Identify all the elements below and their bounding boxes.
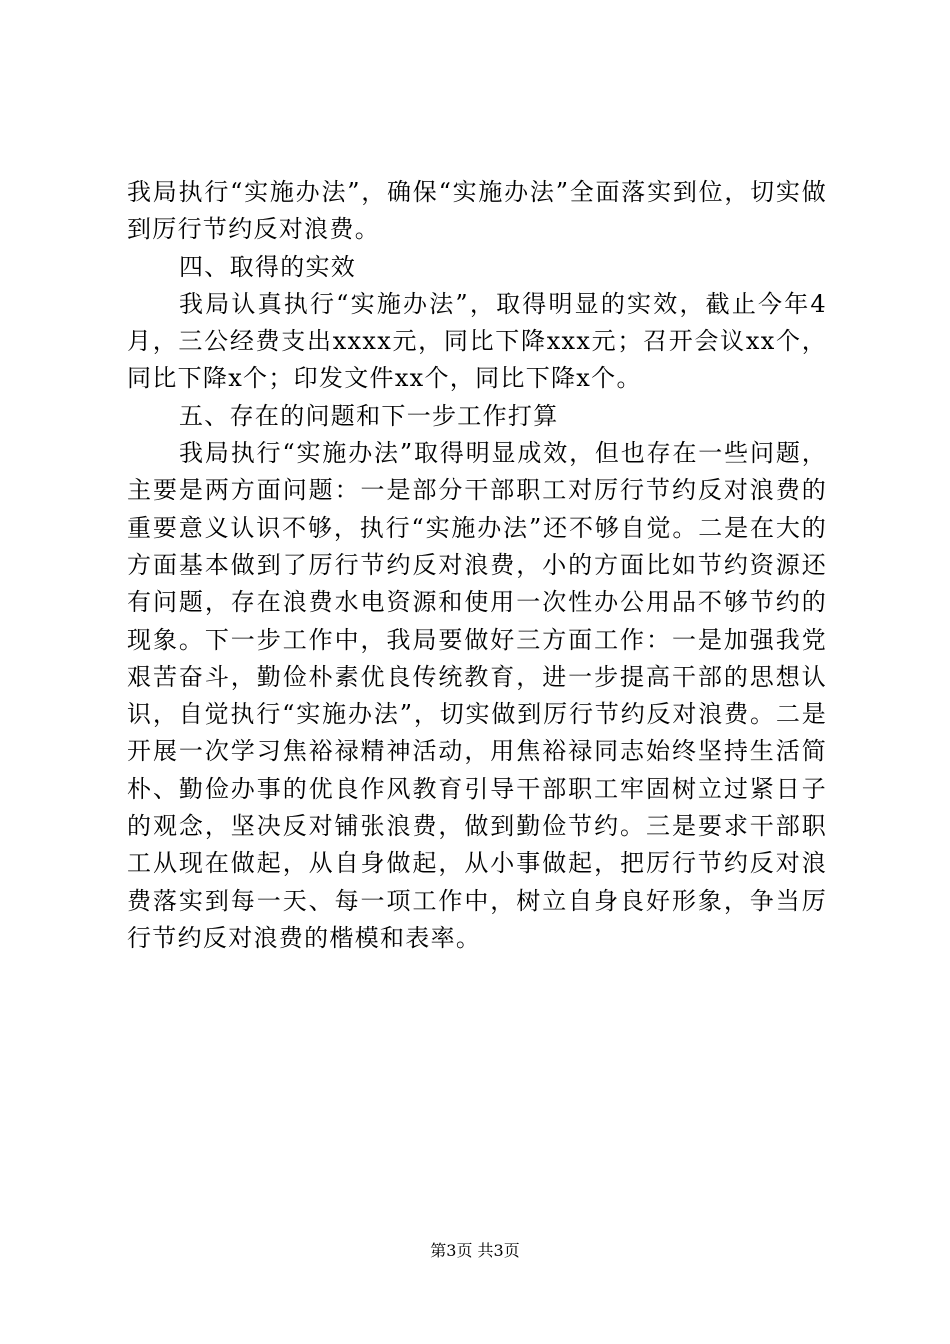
paragraph-results: 我局认真执行“实施办法”，取得明显的实效，截止今年4月，三公经费支出xxxx元，同比下降xxx元；召开会议xx个，同比下降x个；印发文件xx个，同比下降x个。: [127, 289, 827, 393]
document-body: [127, 174, 827, 957]
paragraph-continuation: 我局执行“实施办法”，确保“实施办法”全面落实到位，切实做到厉行节约反对浪费。: [127, 178, 827, 244]
section-heading-results: 四、取得的实效: [179, 252, 357, 281]
page-number-footer: 第3页 共3页: [430, 1241, 520, 1260]
section-heading-problems: 五、存在的问题和下一步工作打算: [179, 401, 559, 430]
paragraph-problems: 我局执行“实施办法”取得明显成效，但也存在一些问题，主要是两方面问题：一是部分干部职工对厉行节约反对浪费的重要意义认识不够，执行“实施办法”还不够自觉。二是在大的方面基本做到了厉行节约反对浪费，小的方面比如节约资源还有问题，存在浪费水电资源和使用一次性办公用品不够节约的现象。下一步工作中，我局要做好三方面工作：一是加强我党艰苦奋斗，勤俭朴素优良传统教育，进一步提高干部的思想认识，自觉执行“实施办法”，切实做到厉行节约反对浪费。二是开展一次学习焦裕禄精神活动，用焦裕禄同志始终坚持生活简朴、勤俭办事的优良作风教育引导干部职工牢固树立过紧日子的观念，坚决反对铺张浪费，做到勤俭节约。三是要求干部职工从现在做起，从自身做起，从小事做起，把厉行节约反对浪费落实到每一天、每一项工作中，树立自身良好形象，争当厉行节约反对浪费的楷模和表率。: [127, 439, 827, 952]
